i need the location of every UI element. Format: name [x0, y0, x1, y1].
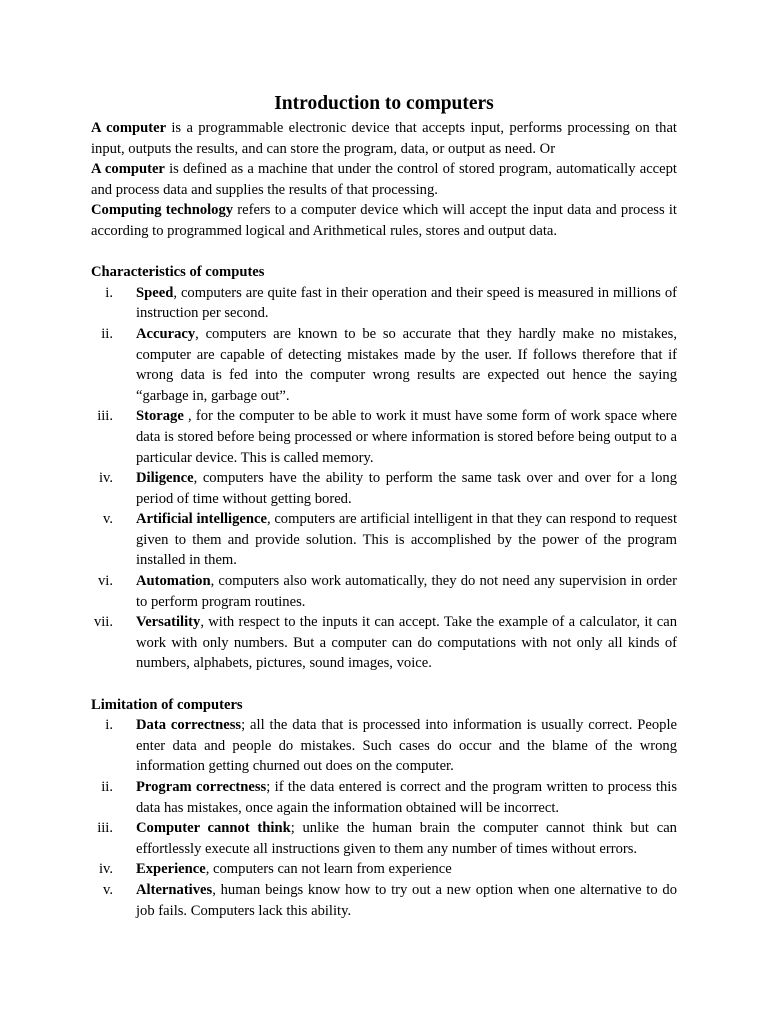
list-text: , computers are artificial intelligent in that they can respond to request given to them and provide solution. This is accomplished by the power of the program installed in them. — [136, 511, 677, 569]
list-numeral: vii. — [93, 614, 113, 631]
list-term: Program correctness — [136, 779, 267, 795]
intro-paragraph-definition — [91, 159, 677, 200]
list-numeral: ii. — [101, 779, 113, 795]
list-numeral: v. — [103, 511, 113, 528]
list-text: , computers have the ability to perform the same task over and over for a long period of time without getting bored. — [136, 470, 677, 507]
intro-term: A computer — [91, 161, 165, 178]
list-text: , for the computer to be able to work it must have some form of work space where data is stored before being processed or where information is stored before being output to a particular device. This is called memory. — [136, 408, 677, 466]
intro-paragraph-computing-technology — [91, 200, 677, 241]
characteristics-item-storage — [91, 406, 677, 468]
list-numeral: i. — [105, 717, 113, 734]
characteristics-list — [91, 283, 677, 674]
document-body — [91, 91, 677, 921]
intro-term: A computer — [91, 120, 167, 136]
list-term: Data correctness — [136, 717, 242, 734]
list-term: Diligence — [136, 470, 194, 487]
characteristics-item-speed — [91, 283, 677, 324]
limitations-list — [91, 715, 677, 921]
intro-term: Computing technology — [91, 202, 234, 219]
list-numeral: iii. — [97, 820, 113, 837]
list-numeral: iv. — [98, 861, 113, 878]
list-text: , computers can not learn from experience — [205, 861, 452, 878]
limitations-item-computer-cannot-think — [91, 818, 677, 859]
list-text: , computers are known to be so accurate that they hardly make no mistakes, computer are capable of detecting mistakes made by the user. If follows therefore that if wrong data is fed into the computer wrong results are expected out hence the saying “garbage in, garbage out”. — [136, 325, 677, 404]
characteristics-item-versatility — [91, 612, 677, 674]
paragraph-spacer — [91, 674, 677, 695]
intro-paragraph-computer — [91, 118, 677, 159]
limitations-item-data-correctness — [91, 715, 677, 777]
list-term: Accuracy — [136, 325, 196, 342]
characteristics-heading: Characteristics of computes — [91, 264, 265, 281]
characteristics-item-artificial-intelligence — [91, 509, 677, 571]
list-text: ; unlike the human brain the computer cannot think but can effortlessly execute all instructions given to them any number of times without errors. — [136, 820, 677, 857]
list-text: ; if the data entered is correct and the program written to process this data has mistakes, once again the information obtained will be incorrect. — [136, 779, 677, 816]
list-term: Experience — [136, 861, 206, 878]
paragraph-spacer — [91, 242, 677, 263]
characteristics-item-automation — [91, 571, 677, 612]
list-text: , computers are quite fast in their operation and their speed is measured in millions of instruction per second. — [136, 284, 677, 322]
limitations-item-program-correctness — [91, 777, 677, 818]
list-numeral: iii. — [97, 408, 113, 425]
list-numeral: vi. — [98, 573, 113, 590]
list-term: Storage — [136, 408, 184, 425]
list-numeral: iv. — [98, 470, 113, 487]
intro-text: is defined as a machine that under the control of stored program, automatically accept and process data and supplies the results of that processing. — [91, 161, 677, 198]
list-term: Computer cannot think — [136, 820, 291, 837]
limitations-heading: Limitation of computers — [91, 696, 243, 713]
list-text: , with respect to the inputs it can accept. Take the example of a calculator, it can work with only numbers. But a computer can do computations with not only all kinds of numbers, alphabets, pictures, sound images, voice. — [136, 614, 677, 672]
limitations-item-experience — [91, 859, 677, 880]
list-text: ; all the data that is processed into information is usually correct. People enter data and people do mistakes. Such cases do occur and the blame of the wrong information getting churned out does on the computer. — [136, 717, 677, 775]
intro-text: is a programmable electronic device that accepts input, performs processing on that input, outputs the results, and can store the program, data, or output as need. Or — [91, 120, 677, 157]
list-term: Automation — [136, 573, 211, 590]
intro-text: refers to a computer device which will accept the input data and process it according to programmed logical and Arithmetical rules, stores and output data. — [91, 202, 677, 239]
limitations-item-alternatives — [91, 880, 677, 921]
list-term: Speed — [136, 284, 174, 301]
list-numeral: v. — [103, 881, 113, 898]
list-term: Alternatives — [136, 881, 213, 898]
list-text: , computers also work automatically, they do not need any supervision in order to perform program routines. — [136, 573, 677, 610]
list-term: Versatility — [136, 614, 201, 631]
document-title: Introduction to computers — [274, 93, 494, 114]
list-term: Artificial intelligence — [136, 511, 267, 528]
characteristics-item-accuracy — [91, 324, 677, 406]
list-numeral: ii. — [101, 325, 113, 342]
list-text: , human beings know how to try out a new option when one alternative to do job fails. Computers lack this ability. — [136, 881, 677, 919]
list-numeral: i. — [105, 284, 113, 301]
characteristics-item-diligence — [91, 468, 677, 509]
